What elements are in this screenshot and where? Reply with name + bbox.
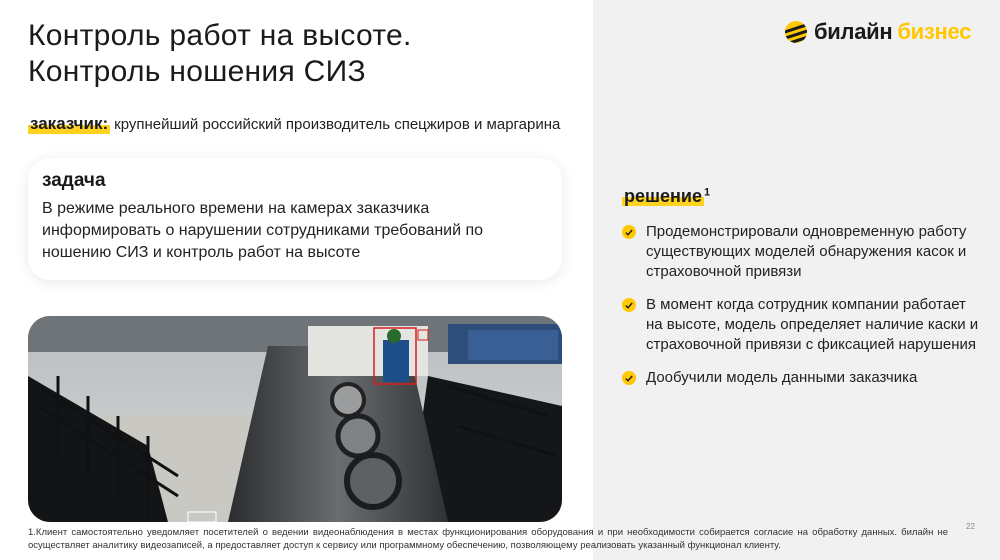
solution-item-text: В момент когда сотрудник компании работает на высоте, модель определяет наличие каски и страховочной привязи с фиксацией нарушения — [646, 296, 979, 353]
task-card — [28, 158, 562, 280]
solution-label: решение — [624, 186, 702, 206]
industrial-camera-image — [28, 316, 562, 522]
solution-heading — [622, 186, 710, 207]
beeline-stripes-icon — [784, 20, 808, 44]
solution-item — [622, 295, 982, 355]
page-number: 22 — [966, 522, 975, 531]
solution-item-text: Дообучили модель данными заказчика — [646, 369, 918, 386]
customer-description: крупнейший российский производитель спецжиров и маргарина — [114, 116, 561, 133]
solution-list — [622, 222, 982, 401]
check-icon — [622, 298, 636, 312]
footnote: 1.Клиент самостоятельно уведомляет посетителей о ведении видеонаблюдения в местах функционирования оборудования и при необходимости собирается согласие на обработку данных. билайн не осуществляет аналитику видеозаписей, а предоставляет доступ к сервису или программному обеспечению, позволяющему реализовать указанный функционал клиенту. — [28, 527, 948, 551]
brand-logo — [784, 18, 971, 46]
task-heading: задача — [42, 170, 106, 191]
title-line-2: Контроль ношения СИЗ — [28, 55, 366, 88]
logo-text-biznes: бизнес — [897, 19, 972, 44]
task-text: В режиме реального времени на камерах заказчика информировать о нарушении сотрудниками требований по ношению СИЗ и контроль работ на высоте — [42, 200, 484, 261]
title-line-1: Контроль работ на высоте. — [28, 19, 412, 52]
camera-photo — [28, 316, 562, 522]
check-icon — [622, 225, 636, 239]
page-title — [28, 18, 412, 90]
check-icon — [622, 371, 636, 385]
solution-item-text: Продемонстрировали одновременную работу существующих моделей обнаружения касок и страховочной привязи — [646, 223, 967, 280]
solution-item — [622, 368, 982, 388]
solution-item — [622, 222, 982, 282]
solution-footnote-mark: 1 — [703, 186, 711, 199]
customer-line — [28, 114, 560, 134]
customer-label: заказчик: — [30, 114, 109, 133]
logo-text-bilain: билайн — [814, 19, 893, 44]
